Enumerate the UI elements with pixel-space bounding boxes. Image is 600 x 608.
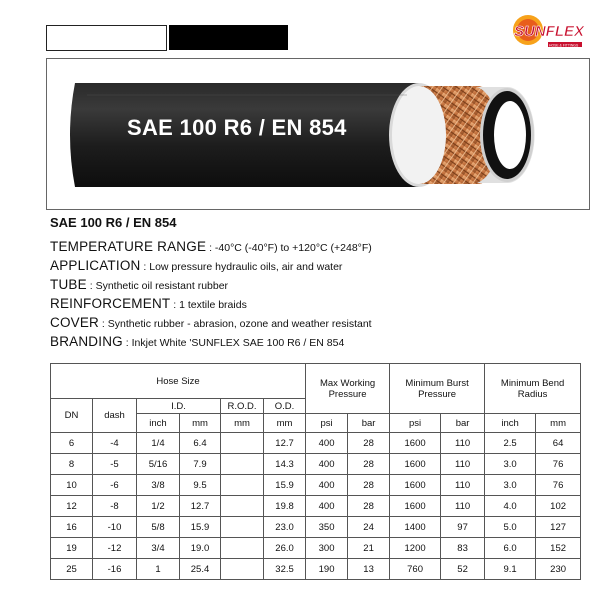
- table-cell: 400: [306, 496, 348, 517]
- table-cell: -16: [93, 559, 137, 580]
- table-cell: 300: [306, 538, 348, 559]
- table-cell: 1/4: [137, 433, 180, 454]
- table-cell: 76: [536, 475, 581, 496]
- unit-cell: bar: [348, 414, 390, 433]
- spec-section: [50, 215, 570, 352]
- table-cell: 32.5: [264, 559, 306, 580]
- table-row: [51, 496, 581, 517]
- table-cell: 26.0: [264, 538, 306, 559]
- table-cell: [221, 559, 264, 580]
- spec-branding: [50, 333, 570, 352]
- spec-key: BRANDING: [50, 334, 123, 349]
- table-cell: 5/16: [137, 454, 180, 475]
- table-cell: 1600: [390, 496, 441, 517]
- sunflex-logo: [508, 12, 588, 52]
- table-cell: [221, 496, 264, 517]
- header-max-working-pressure: Max Working Pressure: [306, 364, 390, 414]
- table-cell: 28: [348, 496, 390, 517]
- table-cell: 28: [348, 433, 390, 454]
- table-cell: 13: [348, 559, 390, 580]
- table-cell: 5.0: [485, 517, 536, 538]
- hose-spec-table: [50, 363, 581, 580]
- table-cell: 6.4: [180, 433, 221, 454]
- table-row: [51, 559, 581, 580]
- unit-cell: mm: [536, 414, 581, 433]
- table-cell: 19: [51, 538, 93, 559]
- spec-cover: [50, 314, 570, 333]
- table-cell: 28: [348, 475, 390, 496]
- spec-title: SAE 100 R6 / EN 854: [50, 215, 177, 230]
- header-rod: R.O.D.: [221, 399, 264, 414]
- table-cell: 2.5: [485, 433, 536, 454]
- table-cell: 12.7: [180, 496, 221, 517]
- table-cell: 76: [536, 454, 581, 475]
- table-cell: -10: [93, 517, 137, 538]
- table-cell: [221, 454, 264, 475]
- table-cell: 23.0: [264, 517, 306, 538]
- table-cell: 10: [51, 475, 93, 496]
- header-od: O.D.: [264, 399, 306, 414]
- table-cell: 152: [536, 538, 581, 559]
- table-cell: -4: [93, 433, 137, 454]
- table-cell: 7.9: [180, 454, 221, 475]
- table-cell: 110: [441, 454, 485, 475]
- table-cell: [221, 433, 264, 454]
- table-cell: 21: [348, 538, 390, 559]
- table-cell: 14.3: [264, 454, 306, 475]
- table-cell: 16: [51, 517, 93, 538]
- spec-temperature: [50, 238, 570, 257]
- table-cell: 52: [441, 559, 485, 580]
- table-cell: 102: [536, 496, 581, 517]
- unit-cell: mm: [180, 414, 221, 433]
- header-dash: dash: [93, 399, 137, 433]
- table-cell: 1200: [390, 538, 441, 559]
- header-white-box: [46, 25, 167, 51]
- table-cell: -8: [93, 496, 137, 517]
- table-cell: 9.5: [180, 475, 221, 496]
- spec-key: TEMPERATURE RANGE: [50, 239, 207, 254]
- table-cell: -12: [93, 538, 137, 559]
- table-cell: 25: [51, 559, 93, 580]
- table-cell: 400: [306, 454, 348, 475]
- table-cell: 190: [306, 559, 348, 580]
- table-cell: 350: [306, 517, 348, 538]
- unit-cell: psi: [390, 414, 441, 433]
- hose-image: [46, 58, 590, 210]
- table-cell: 6.0: [485, 538, 536, 559]
- spec-key: APPLICATION: [50, 258, 141, 273]
- table-cell: 25.4: [180, 559, 221, 580]
- table-cell: 127: [536, 517, 581, 538]
- table-cell: 83: [441, 538, 485, 559]
- table-cell: 230: [536, 559, 581, 580]
- table-cell: 97: [441, 517, 485, 538]
- table-cell: 8: [51, 454, 93, 475]
- table-cell: 3.0: [485, 454, 536, 475]
- table-cell: 64: [536, 433, 581, 454]
- spec-key: COVER: [50, 315, 100, 330]
- table-cell: 760: [390, 559, 441, 580]
- table-cell: 6: [51, 433, 93, 454]
- table-row: [51, 454, 581, 475]
- table-cell: 28: [348, 454, 390, 475]
- table-cell: 1: [137, 559, 180, 580]
- spec-value: : Low pressure hydraulic oils, air and water: [140, 261, 343, 273]
- table-cell: 400: [306, 475, 348, 496]
- table-cell: 1600: [390, 475, 441, 496]
- header-id: I.D.: [137, 399, 221, 414]
- spec-value: : 1 textile braids: [170, 299, 247, 311]
- table-cell: 19.8: [264, 496, 306, 517]
- table-cell: 400: [306, 433, 348, 454]
- spec-value: : Synthetic rubber - abrasion, ozone and weather resistant: [99, 318, 372, 330]
- spec-value: : -40°C (-40°F) to +120°C (+248°F): [206, 242, 372, 254]
- table-cell: 12: [51, 496, 93, 517]
- table-cell: 5/8: [137, 517, 180, 538]
- table-cell: -6: [93, 475, 137, 496]
- header-hose-size: Hose Size: [51, 364, 306, 399]
- table-cell: [221, 538, 264, 559]
- table-cell: [221, 475, 264, 496]
- table-row: [51, 433, 581, 454]
- table-cell: 3/8: [137, 475, 180, 496]
- table-cell: [221, 517, 264, 538]
- unit-cell: bar: [441, 414, 485, 433]
- header-min-burst-pressure: Minimum Burst Pressure: [390, 364, 485, 414]
- header-min-bend-radius: Minimum Bend Radius: [485, 364, 581, 414]
- table-cell: 1600: [390, 454, 441, 475]
- spec-tube: [50, 276, 570, 295]
- spec-value: : Inkjet White 'SUNFLEX SAE 100 R6 / EN 854: [122, 337, 345, 349]
- hose-print-label: SAE 100 R6 / EN 854: [127, 115, 347, 140]
- table-cell: 110: [441, 496, 485, 517]
- unit-cell: inch: [485, 414, 536, 433]
- svg-text:HOSE & FITTINGS: HOSE & FITTINGS: [549, 43, 579, 48]
- table-cell: 15.9: [264, 475, 306, 496]
- unit-cell: inch: [137, 414, 180, 433]
- table-cell: 24: [348, 517, 390, 538]
- table-row: [51, 538, 581, 559]
- table-cell: 19.0: [180, 538, 221, 559]
- spec-key: REINFORCEMENT: [50, 296, 171, 311]
- spec-application: [50, 257, 570, 276]
- table-cell: 3/4: [137, 538, 180, 559]
- table-row: [51, 517, 581, 538]
- unit-cell: mm: [264, 414, 306, 433]
- spec-reinforcement: [50, 295, 570, 314]
- header-black-box: [169, 25, 288, 50]
- unit-cell: psi: [306, 414, 348, 433]
- table-cell: 4.0: [485, 496, 536, 517]
- header-dn: DN: [51, 399, 93, 433]
- table-cell: 3.0: [485, 475, 536, 496]
- table-row: [51, 475, 581, 496]
- table-cell: 1400: [390, 517, 441, 538]
- table-cell: 12.7: [264, 433, 306, 454]
- svg-text:SUNFLEX: SUNFLEX: [514, 23, 585, 40]
- table-cell: -5: [93, 454, 137, 475]
- spec-key: TUBE: [50, 277, 87, 292]
- table-cell: 9.1: [485, 559, 536, 580]
- table-cell: 110: [441, 433, 485, 454]
- table-cell: 1/2: [137, 496, 180, 517]
- table-cell: 1600: [390, 433, 441, 454]
- table-cell: 110: [441, 475, 485, 496]
- spec-value: : Synthetic oil resistant rubber: [86, 280, 229, 292]
- table-cell: 15.9: [180, 517, 221, 538]
- unit-cell: mm: [221, 414, 264, 433]
